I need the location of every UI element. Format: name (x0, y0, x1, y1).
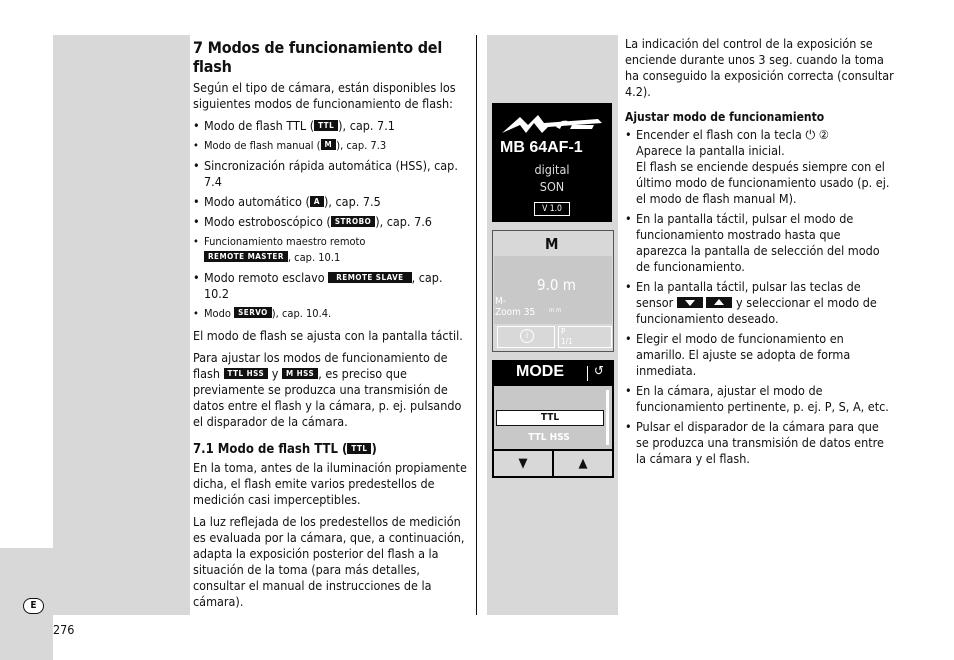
screen-text-son: SON (539, 179, 565, 194)
right-text-column (625, 36, 895, 473)
list-item: • Sincronización rápida automática (HSS), cap. 7.4 (193, 158, 468, 190)
list-item: • Elegir el modo de funcionamiento en amarillo. El ajuste se adopta de forma inmediata. (625, 331, 895, 379)
list-item: • En la cámara, ajustar el modo de funcionamiento pertinente, p. ej. P, S, A, etc. (625, 383, 895, 415)
metz-logo (498, 109, 606, 139)
bottom-bar (494, 324, 612, 351)
back-icon[interactable]: ↺ (594, 364, 604, 379)
list-item: • Encender el flash con la tecla ⏻ ② Aparece la pantalla inicial. El flash se enciende después siempre con el último modo de funcionamiento usado (p. ej. el modo de flash manual M). (625, 127, 895, 207)
mode-badge: STROBO (331, 216, 375, 227)
distance-value: 9.0 m (537, 276, 576, 294)
down-arrow-button[interactable]: ▼ (494, 451, 552, 476)
page-number: 276 (53, 622, 75, 637)
power-box[interactable]: P 1/1 (558, 326, 612, 348)
up-arrow-button[interactable]: ▲ (554, 451, 612, 476)
mode-badge: REMOTE MASTER (204, 251, 288, 262)
steps-list (625, 127, 895, 467)
section-title: 7 Modos de funcionamiento del flash (193, 38, 443, 76)
list-item: • Modo SERVO ), cap. 10.4. (193, 306, 468, 322)
paragraph: En la toma, antes de la iluminación propiamente dicha, el flash emite varios predestellos de medición casi imperceptibles. (193, 460, 467, 507)
mode-badge: TTL (347, 443, 371, 454)
zoom-label: M- Zoom 35 (495, 296, 536, 318)
list-item: • Modo automático ( A ), cap. 7.5 (193, 194, 468, 210)
mode-badge: M HSS (282, 368, 318, 379)
mm-unit: m m (549, 307, 562, 314)
subsection-title: 7.1 Modo de flash TTL ( TTL ) (193, 442, 377, 457)
mode-list (193, 118, 468, 322)
list-item: • En la pantalla táctil, pulsar el modo de funcionamiento mostrado hasta que aparezca la pantalla de selección del modo de funcionamiento. (625, 211, 895, 275)
paragraph: La luz reflejada de los predestellos de medición es evaluada por la cámara, que, a continuación, adapta la exposición posterior del flash a la situación de la toma (para más detalles, consultar el manual de instrucciones de la cámara). (193, 514, 465, 609)
paragraph: La indicación del control de la exposición se enciende durante unos 3 seg. cuando la toma ha conseguido la exposición correcta (consultar 4.2). (625, 36, 894, 99)
list-item: • Modo de flash manual ( M ), cap. 7.3 (193, 138, 468, 154)
list-item: • Pulsar el disparador de la cámara para que se produzca una transmisión de datos entre la cámara y el flash. (625, 419, 895, 467)
paragraph: El modo de flash se ajusta con la pantalla táctil. (193, 328, 463, 343)
list-item: • En la pantalla táctil, pulsar las teclas de sensor y seleccionar el modo de funcionamiento deseado. (625, 279, 895, 327)
up-sensor-icon (706, 297, 732, 308)
manual-mode-screen (492, 230, 614, 352)
mode-badge: REMOTE SLAVE (328, 272, 411, 283)
intro-text: Según el tipo de cámara, están disponibles los siguientes modos de funcionamiento de flash: (193, 80, 456, 111)
mode-option-selected[interactable]: TTL (496, 410, 604, 426)
list-item: • Funcionamiento maestro remoto REMOTE MASTER , cap. 10.1 (193, 234, 468, 266)
paragraph: Para ajustar los modos de funcionamiento de flash TTL HSS y M HSS , es preciso que previamente se produzca una transmisión de datos entre el flash y la cámara, p. ej. pulsando el disparador de la cámara. (193, 350, 462, 429)
mode-badge: TTL (314, 120, 338, 131)
list-item: • Modo de flash TTL ( TTL ), cap. 7.1 (193, 118, 468, 134)
mode-badge: M (321, 139, 337, 150)
mode-badge: SERVO (234, 307, 272, 318)
list-item: • Modo remoto esclavo REMOTE SLAVE , cap. 10.2 (193, 270, 468, 302)
mode-indicator[interactable]: M (545, 235, 559, 253)
info-icon: i (520, 329, 534, 343)
left-text-column (193, 38, 468, 616)
screen-text-digital: digital (534, 162, 570, 177)
version-label: V 1.0 (534, 202, 570, 216)
mode-select-screen (492, 360, 614, 478)
mode-option[interactable]: TTL HSS (528, 432, 570, 443)
start-screen (492, 103, 612, 222)
mode-badge: A (310, 196, 324, 207)
down-sensor-icon (677, 297, 703, 308)
arrow-buttons (494, 451, 612, 476)
list-item: • Modo estroboscópico ( STROBO ), cap. 7.6 (193, 214, 468, 230)
info-button[interactable] (497, 326, 555, 348)
scrollbar[interactable] (606, 390, 609, 445)
language-badge: E (23, 598, 44, 614)
mode-title: MODE (516, 363, 564, 380)
column-divider (476, 35, 477, 615)
subsection-title: Ajustar modo de funcionamiento (625, 110, 825, 124)
model-name: MB 64AF-1 (500, 139, 583, 156)
left-grey-margin (53, 35, 190, 615)
separator (587, 366, 588, 381)
mode-badge: TTL HSS (224, 368, 269, 379)
